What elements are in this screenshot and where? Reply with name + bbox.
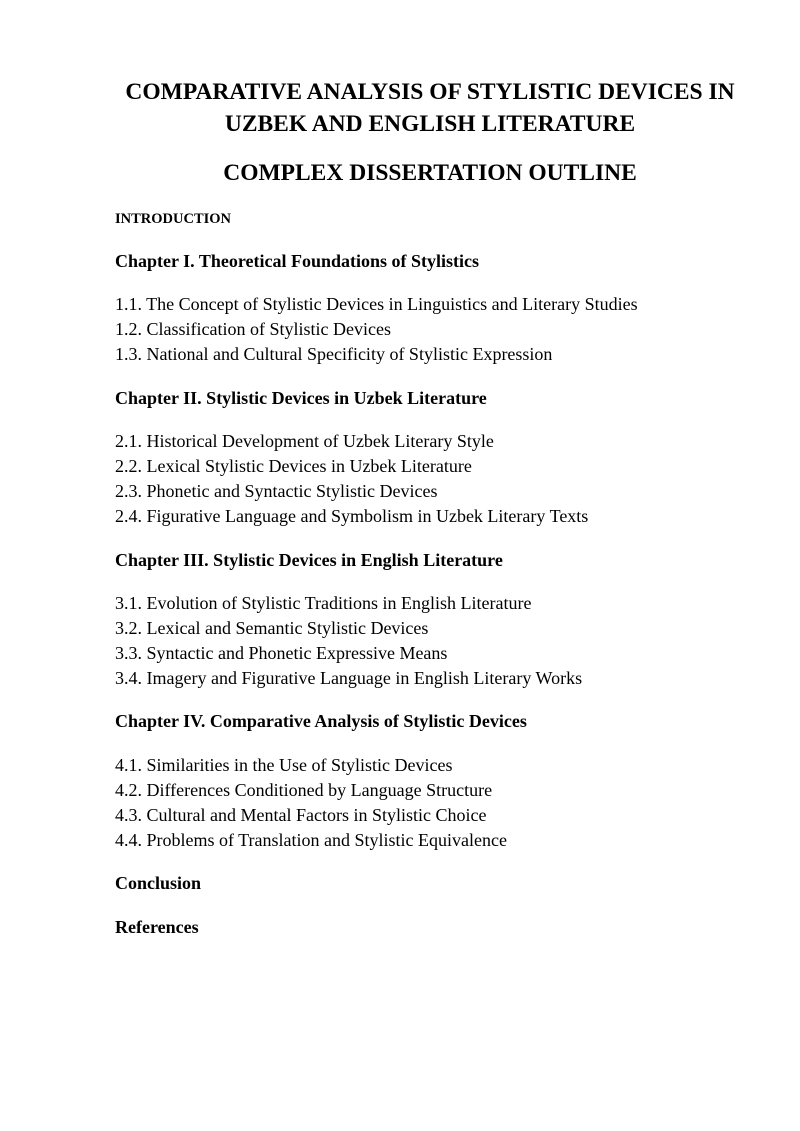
introduction-heading: INTRODUCTION bbox=[115, 211, 232, 227]
section-2-4: 2.4. Figurative Language and Symbolism in Uzbek Literary Texts bbox=[115, 506, 589, 526]
section-3-4: 3.4. Imagery and Figurative Language in English Literary Works bbox=[115, 668, 583, 688]
section-1-1: 1.1. The Concept of Stylistic Devices in Linguistics and Literary Studies bbox=[115, 294, 638, 314]
chapter-2-sections bbox=[115, 429, 588, 529]
references-heading: References bbox=[115, 917, 199, 937]
section-1-3: 1.3. National and Cultural Specificity of Stylistic Expression bbox=[115, 344, 553, 364]
chapter-2-heading: Chapter II. Stylistic Devices in Uzbek Literature bbox=[115, 388, 487, 408]
section-2-1: 2.1. Historical Development of Uzbek Literary Style bbox=[115, 431, 494, 451]
chapter-4-heading: Chapter IV. Comparative Analysis of Stylistic Devices bbox=[115, 711, 527, 731]
chapter-3-sections bbox=[115, 591, 582, 691]
section-4-4: 4.4. Problems of Translation and Stylistic Equivalence bbox=[115, 830, 507, 850]
document-title-line-2: UZBEK AND ENGLISH LITERATURE bbox=[224, 111, 636, 137]
chapter-4-sections bbox=[115, 753, 507, 853]
section-2-3: 2.3. Phonetic and Syntactic Stylistic Devices bbox=[115, 481, 438, 501]
section-2-2: 2.2. Lexical Stylistic Devices in Uzbek Literature bbox=[115, 456, 472, 476]
section-3-2: 3.2. Lexical and Semantic Stylistic Devices bbox=[115, 618, 429, 638]
section-4-3: 4.3. Cultural and Mental Factors in Stylistic Choice bbox=[115, 805, 487, 825]
chapter-1-sections bbox=[115, 292, 638, 367]
document-title-line-1: COMPARATIVE ANALYSIS OF STYLISTIC DEVICES IN bbox=[125, 79, 735, 105]
section-4-1: 4.1. Similarities in the Use of Stylistic Devices bbox=[115, 755, 453, 775]
section-3-1: 3.1. Evolution of Stylistic Traditions in English Literature bbox=[115, 593, 532, 613]
conclusion-heading: Conclusion bbox=[115, 873, 202, 893]
document-title bbox=[60, 76, 800, 140]
document-subtitle: COMPLEX DISSERTATION OUTLINE bbox=[223, 160, 637, 186]
section-3-3: 3.3. Syntactic and Phonetic Expressive Means bbox=[115, 643, 448, 663]
section-4-2: 4.2. Differences Conditioned by Language Structure bbox=[115, 780, 493, 800]
section-1-2: 1.2. Classification of Stylistic Devices bbox=[115, 319, 391, 339]
chapter-1-heading: Chapter I. Theoretical Foundations of Stylistics bbox=[115, 251, 480, 271]
chapter-3-heading: Chapter III. Stylistic Devices in English Literature bbox=[115, 550, 503, 570]
